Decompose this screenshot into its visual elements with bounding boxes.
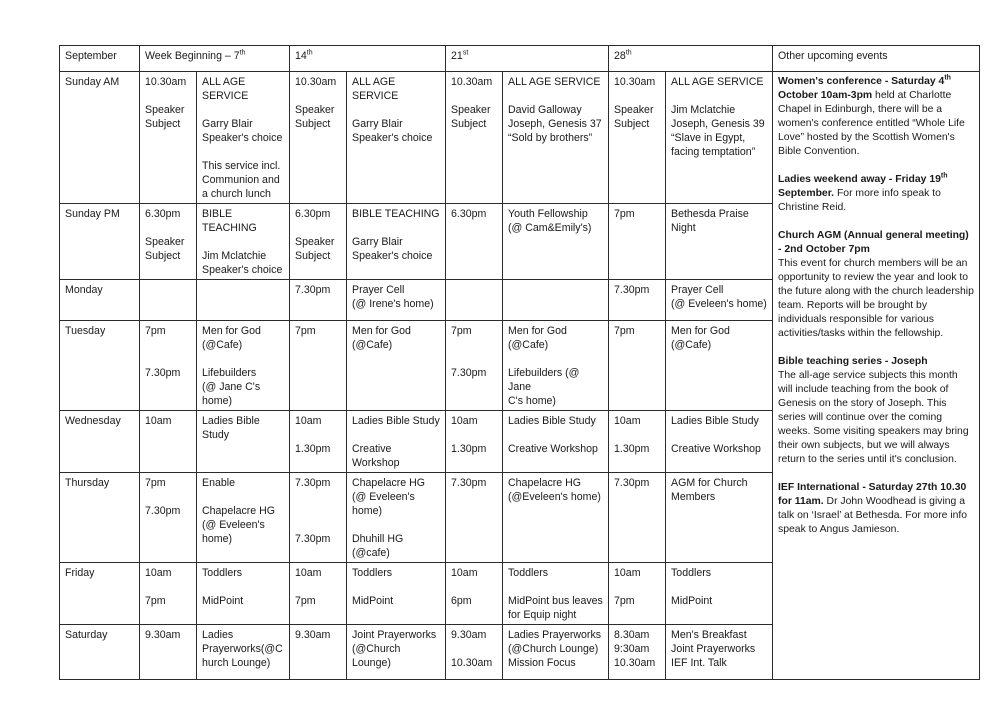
- activity-line: Dhuhill HG: [352, 533, 404, 545]
- activity-line: Creative Workshop: [671, 443, 761, 455]
- time-line: 7pm: [451, 325, 472, 337]
- line-gap: [451, 428, 497, 442]
- time-line: 10am: [614, 415, 641, 427]
- time-cell: [140, 625, 197, 680]
- schedule-row: [60, 72, 980, 204]
- time-line: Speaker: [145, 104, 185, 116]
- time-cell: [609, 204, 666, 280]
- time-line: 7.30pm: [451, 367, 487, 379]
- activity-line: Workshop: [352, 457, 400, 469]
- line-gap: [451, 580, 497, 594]
- time-line: 7.30pm: [145, 367, 181, 379]
- time-line: 10am: [451, 567, 478, 579]
- month-header: September: [60, 46, 140, 72]
- activity-cell: [347, 321, 446, 411]
- line-gap: [352, 518, 440, 532]
- activity-line: Creative: [352, 443, 392, 455]
- activity-cell: [197, 563, 290, 625]
- day-label: Friday: [60, 563, 140, 625]
- activity-line: Youth Fellowship: [508, 208, 588, 220]
- activity-line: BIBLE: [202, 208, 233, 220]
- activity-cell: [347, 72, 446, 204]
- time-cell: [140, 473, 197, 563]
- time-line: 1.30pm: [451, 443, 487, 455]
- activity-line: Enable: [202, 477, 235, 489]
- activity-line: Joseph, Genesis 39: [671, 118, 765, 130]
- time-cell: [446, 473, 503, 563]
- time-line: Subject: [614, 118, 650, 130]
- time-line: 10.30am: [451, 657, 493, 669]
- time-line: Speaker: [614, 104, 654, 116]
- time-cell: [290, 473, 347, 563]
- time-cell: [609, 473, 666, 563]
- time-cell: [609, 280, 666, 321]
- activity-line: Communion and: [202, 174, 280, 186]
- activity-line: Bethesda Praise: [671, 208, 749, 220]
- time-line: 6.30pm: [295, 208, 331, 220]
- activity-line: TEACHING: [202, 222, 257, 234]
- time-line: 7pm: [295, 595, 316, 607]
- time-line: 6.30pm: [451, 208, 487, 220]
- activity-line: “Sold by brothers”: [508, 132, 593, 144]
- time-line: 10am: [145, 415, 172, 427]
- activity-cell: [503, 625, 609, 680]
- time-line: 10.30am: [451, 76, 493, 88]
- time-cell: [446, 321, 503, 411]
- time-line: Subject: [295, 250, 331, 262]
- activity-line: home): [352, 505, 383, 517]
- activity-line: Prayer Cell: [671, 284, 724, 296]
- activity-line: “Slave in Egypt,: [671, 132, 746, 144]
- line-gap: [352, 428, 440, 442]
- activity-line: Jim Mclatchie: [202, 250, 267, 262]
- time-cell: [140, 280, 197, 321]
- activity-line: MidPoint bus leaves: [508, 595, 603, 607]
- time-cell: [140, 563, 197, 625]
- time-line: 10am: [451, 415, 478, 427]
- time-line: 7.30pm: [295, 284, 331, 296]
- time-line: 7pm: [145, 477, 166, 489]
- activity-line: BIBLE TEACHING: [352, 208, 440, 220]
- day-label: Tuesday: [60, 321, 140, 411]
- activity-line: for Equip night: [508, 609, 577, 621]
- activity-line: ALL AGE SERVICE: [352, 76, 399, 102]
- line-gap: [451, 642, 497, 656]
- activity-line: AGM for Church: [671, 477, 748, 489]
- activity-cell: [197, 321, 290, 411]
- activity-cell: [197, 625, 290, 680]
- activity-line: Men for God: [671, 325, 730, 337]
- time-line: 7.30pm: [614, 477, 650, 489]
- line-gap: [508, 580, 603, 594]
- activity-line: Garry Blair: [352, 118, 403, 130]
- time-line: 7pm: [614, 595, 635, 607]
- activity-line: Speaker's choice: [202, 264, 283, 276]
- time-cell: [446, 72, 503, 204]
- line-gap: [202, 580, 284, 594]
- time-cell: [609, 72, 666, 204]
- activity-line: Toddlers: [352, 567, 393, 579]
- activity-line: Ladies Bible: [202, 415, 260, 427]
- time-line: 7pm: [145, 325, 166, 337]
- activity-line: This service incl.: [202, 160, 281, 172]
- time-cell: [290, 625, 347, 680]
- activity-line: ALL AGE SERVICE: [508, 76, 601, 88]
- activity-line: (@ Jane C's: [202, 381, 261, 393]
- time-line: 9.30am: [295, 629, 331, 641]
- time-cell: [609, 625, 666, 680]
- time-line: 9.30am: [451, 629, 487, 641]
- line-gap: [508, 89, 603, 103]
- line-gap: [202, 103, 284, 117]
- event-description: This event for church members will be an opportunity to review the year and look to the future along with the church leadership team. Reports will be brought by individuals responsible for various activities/tasks within the fellowship.: [778, 258, 974, 339]
- line-gap: [295, 428, 341, 442]
- time-cell: [609, 411, 666, 473]
- line-gap: [614, 580, 660, 594]
- activity-line: Prayerworks(@C: [202, 643, 283, 655]
- line-gap: [295, 89, 341, 103]
- time-line: 6.30pm: [145, 208, 181, 220]
- time-line: 7.30pm: [295, 477, 331, 489]
- time-line: 10.30am: [295, 76, 337, 88]
- time-cell: [290, 563, 347, 625]
- activity-cell: [197, 204, 290, 280]
- time-line: 9:30am: [614, 643, 650, 655]
- line-gap: [202, 352, 284, 366]
- time-line: 7.30pm: [451, 477, 487, 489]
- week-header-2: 14th: [290, 46, 446, 72]
- activity-line: hurch Lounge): [202, 657, 271, 669]
- activity-line: ALL AGE SERVICE: [671, 76, 764, 88]
- activity-cell: [503, 563, 609, 625]
- activity-line: Men for God: [202, 325, 261, 337]
- activity-line: Ladies Prayerworks: [508, 629, 602, 641]
- header-row: [60, 46, 980, 72]
- activity-cell: [197, 411, 290, 473]
- activity-line: Lifebuilders: [202, 367, 257, 379]
- activity-cell: [347, 280, 446, 321]
- time-cell: [290, 411, 347, 473]
- time-cell: [140, 72, 197, 204]
- time-line: Subject: [145, 118, 181, 130]
- activity-cell: [197, 280, 290, 321]
- line-gap: [508, 428, 603, 442]
- time-line: 7.30pm: [145, 505, 181, 517]
- time-line: Speaker: [295, 236, 335, 248]
- line-gap: [202, 145, 284, 159]
- activity-cell: [347, 563, 446, 625]
- time-line: 10.30am: [614, 657, 656, 669]
- event-item: [778, 173, 974, 215]
- activity-line: Members: [671, 491, 716, 503]
- line-gap: [145, 338, 191, 352]
- activity-line: facing temptation”: [671, 146, 756, 158]
- line-gap: [508, 352, 603, 366]
- activity-cell: [666, 411, 773, 473]
- event-title: Church AGM (Annual general meeting) - 2nd October 7pm: [778, 230, 969, 255]
- time-cell: [140, 204, 197, 280]
- week-header-3: 21st: [446, 46, 609, 72]
- day-label: Sunday AM: [60, 72, 140, 204]
- activity-cell: [666, 72, 773, 204]
- schedule-table: [59, 45, 980, 680]
- event-title: Ladies weekend away - Friday 19th September.: [778, 172, 948, 199]
- time-line: 7.30pm: [614, 284, 650, 296]
- time-line: Subject: [145, 250, 181, 262]
- activity-cell: [666, 563, 773, 625]
- activity-line: Lifebuilders (@ Jane: [508, 367, 580, 393]
- activity-cell: [503, 411, 609, 473]
- activity-cell: [666, 473, 773, 563]
- activity-line: Garry Blair: [202, 118, 253, 130]
- activity-line: Men for God: [352, 325, 411, 337]
- time-line: 10am: [295, 415, 322, 427]
- activity-line: Toddlers: [508, 567, 549, 579]
- activity-line: Chapelacre HG: [352, 477, 426, 489]
- activity-line: (@Eveleen's home): [508, 491, 601, 503]
- activity-line: (@Cafe): [671, 339, 712, 351]
- activity-line: (@cafe): [352, 547, 390, 559]
- activity-line: Toddlers: [671, 567, 712, 579]
- time-line: 10.30am: [145, 76, 187, 88]
- activity-cell: [503, 473, 609, 563]
- time-line: Speaker: [145, 236, 185, 248]
- activity-line: (@ Cam&Emily's): [508, 222, 592, 234]
- event-item: [778, 355, 974, 467]
- time-line: 10am: [614, 567, 641, 579]
- line-gap: [671, 580, 767, 594]
- activity-line: Men's Breakfast: [671, 629, 747, 641]
- time-line: 7pm: [145, 595, 166, 607]
- activity-line: Creative Workshop: [508, 443, 598, 455]
- week-header-1: Week Beginning – 7th: [140, 46, 290, 72]
- activity-line: Ladies: [202, 629, 234, 641]
- event-description: held at Charlotte Chapel in Edinburgh, there will be a women's conference entitled “Whole Life Love” hosted by the Scottish Women's Bible Convention.: [778, 90, 965, 157]
- event-item: [778, 229, 974, 341]
- activity-cell: [347, 204, 446, 280]
- activity-line: (@ Irene's home): [352, 298, 434, 310]
- time-line: 9.30am: [145, 629, 181, 641]
- time-cell: [446, 563, 503, 625]
- line-gap: [202, 235, 284, 249]
- day-label: Monday: [60, 280, 140, 321]
- line-gap: [671, 89, 767, 103]
- line-gap: [295, 504, 341, 518]
- line-gap: [451, 89, 497, 103]
- time-line: 1.30pm: [614, 443, 650, 455]
- activity-line: Chapelacre HG: [202, 505, 276, 517]
- line-gap: [352, 221, 440, 235]
- line-gap: [145, 352, 191, 366]
- time-cell: [140, 411, 197, 473]
- line-gap: [352, 103, 440, 117]
- activity-line: (@Cafe): [352, 339, 393, 351]
- activity-cell: [347, 473, 446, 563]
- time-line: 6pm: [451, 595, 472, 607]
- activity-line: SERVICE: [202, 90, 249, 102]
- activity-line: C's home): [508, 395, 556, 407]
- activity-line: (@Church Lounge): [508, 643, 599, 655]
- line-gap: [451, 338, 497, 352]
- line-gap: [295, 490, 341, 504]
- upcoming-events-cell: [773, 72, 980, 680]
- event-description: The all-age service subjects this month will include teaching from the book of Genesis on the story of Joseph. This series will continue over the coming weeks. Some visiting speakers may bring their own subjects, but we will always return to the series until it's conclusion.: [778, 370, 969, 465]
- activity-cell: [503, 280, 609, 321]
- time-line: Speaker: [295, 104, 335, 116]
- activity-line: (@Cafe): [508, 339, 549, 351]
- time-line: 1.30pm: [295, 443, 331, 455]
- activity-line: Joint Prayerworks: [352, 629, 437, 641]
- activity-line: (@Church: [352, 643, 401, 655]
- activity-line: Joseph, Genesis 37: [508, 118, 602, 130]
- day-label: Saturday: [60, 625, 140, 680]
- activity-cell: [666, 625, 773, 680]
- line-gap: [614, 428, 660, 442]
- day-label: Thursday: [60, 473, 140, 563]
- activity-line: a church lunch: [202, 188, 271, 200]
- time-cell: [446, 625, 503, 680]
- event-item: [778, 481, 974, 537]
- activity-line: IEF Int. Talk: [671, 657, 727, 669]
- time-line: 7pm: [614, 325, 635, 337]
- event-description: For more info speak to Christine Reid.: [778, 188, 941, 213]
- event-description: Dr John Woodhead is giving a talk on ‘Israel’ at Bethesda. For more info speak to Angus Jamieson.: [778, 496, 968, 535]
- activity-line: (@ Eveleen's: [202, 519, 265, 531]
- time-cell: [290, 280, 347, 321]
- activity-line: Speaker's choice: [352, 250, 433, 262]
- line-gap: [295, 580, 341, 594]
- activity-cell: [197, 473, 290, 563]
- activity-line: David Galloway: [508, 104, 582, 116]
- activity-line: home): [202, 533, 233, 545]
- activity-line: Lounge): [352, 657, 391, 669]
- line-gap: [145, 490, 191, 504]
- activity-line: Ladies Bible Study: [352, 415, 440, 427]
- activity-line: Speaker's choice: [352, 132, 433, 144]
- time-line: 10am: [145, 567, 172, 579]
- time-line: 7pm: [614, 208, 635, 220]
- activity-cell: [347, 411, 446, 473]
- activity-cell: [503, 321, 609, 411]
- line-gap: [145, 89, 191, 103]
- activity-cell: [666, 204, 773, 280]
- activity-line: Night: [671, 222, 696, 234]
- time-cell: [609, 563, 666, 625]
- time-cell: [290, 72, 347, 204]
- line-gap: [671, 428, 767, 442]
- time-line: 7.30pm: [295, 533, 331, 545]
- time-line: 10.30am: [614, 76, 656, 88]
- activity-line: Mission Focus: [508, 657, 576, 669]
- time-cell: [446, 411, 503, 473]
- time-line: Speaker: [451, 104, 491, 116]
- activity-line: Jim Mclatchie: [671, 104, 736, 116]
- activity-line: Chapelacre HG: [508, 477, 582, 489]
- activity-line: Ladies Bible Study: [508, 415, 596, 427]
- activity-cell: [503, 204, 609, 280]
- time-cell: [290, 204, 347, 280]
- day-label: Wednesday: [60, 411, 140, 473]
- activity-line: Men for God: [508, 325, 567, 337]
- activity-line: Joint Prayerworks: [671, 643, 756, 655]
- activity-line: Prayer Cell: [352, 284, 405, 296]
- activity-line: MidPoint: [202, 595, 244, 607]
- activity-line: Study: [202, 429, 230, 441]
- activity-line: MidPoint: [352, 595, 394, 607]
- time-cell: [446, 280, 503, 321]
- activity-line: MidPoint: [671, 595, 713, 607]
- activity-cell: [347, 625, 446, 680]
- line-gap: [145, 221, 191, 235]
- line-gap: [614, 89, 660, 103]
- event-title: Women's conference - Saturday 4th October 10am-3pm: [778, 74, 951, 101]
- time-cell: [446, 204, 503, 280]
- activity-line: Speaker's choice: [202, 132, 283, 144]
- activity-line: (@ Eveleen's: [352, 491, 415, 503]
- event-title: Bible teaching series - Joseph: [778, 356, 928, 367]
- activity-line: Ladies Bible Study: [671, 415, 759, 427]
- activity-line: ALL AGE: [202, 76, 246, 88]
- line-gap: [202, 490, 284, 504]
- event-item: [778, 75, 974, 159]
- line-gap: [295, 518, 341, 532]
- time-line: 7pm: [295, 325, 316, 337]
- line-gap: [295, 221, 341, 235]
- activity-line: home): [202, 395, 233, 407]
- activity-line: Garry Blair: [352, 236, 403, 248]
- week-header-4: 28th: [609, 46, 773, 72]
- line-gap: [352, 580, 440, 594]
- time-line: 10am: [295, 567, 322, 579]
- activity-cell: [503, 72, 609, 204]
- time-line: Subject: [295, 118, 331, 130]
- time-cell: [609, 321, 666, 411]
- activity-cell: [666, 321, 773, 411]
- event-title: IEF International - Saturday 27th 10.30 for 11am.: [778, 482, 967, 507]
- time-line: Subject: [451, 118, 487, 130]
- time-line: 8.30am: [614, 629, 650, 641]
- activity-cell: [197, 72, 290, 204]
- line-gap: [451, 352, 497, 366]
- line-gap: [145, 580, 191, 594]
- activity-cell: [666, 280, 773, 321]
- time-cell: [140, 321, 197, 411]
- activity-line: (@Cafe): [202, 339, 243, 351]
- activity-line: (@ Eveleen's home): [671, 298, 767, 310]
- day-label: Sunday PM: [60, 204, 140, 280]
- events-header: Other upcoming events: [773, 46, 980, 72]
- activity-line: Toddlers: [202, 567, 243, 579]
- time-cell: [290, 321, 347, 411]
